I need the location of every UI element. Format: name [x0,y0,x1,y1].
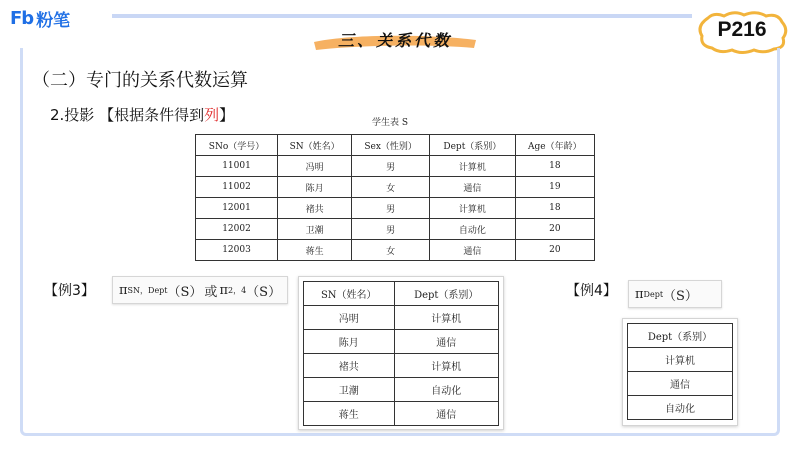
table-cell: 计算机 [394,306,499,330]
table-cell: 12003 [196,240,278,261]
table-cell: 20 [515,219,594,240]
result-header-row [304,282,499,306]
table-row [196,198,595,219]
projection-attributes: Dept [643,289,664,299]
table-cell: 男 [352,156,430,177]
header-cell: Dept（系别） [394,282,499,306]
table-cell: 自动化 [430,219,516,240]
table-cell: 计算机 [430,198,516,219]
table-cell: 冯明 [304,306,395,330]
table-cell: 20 [515,240,594,261]
header-cell: SNo（学号） [196,135,278,156]
example3-label: 【例3】 [44,283,95,299]
table-cell: 自动化 [394,378,499,402]
header-cell: Dept（系别） [628,324,733,348]
table-cell: 褚共 [304,354,395,378]
table-cell: 11002 [196,177,278,198]
pi-symbol: π [635,286,644,302]
example3-result-card [298,276,504,430]
table-cell: 卫潮 [304,378,395,402]
pi-symbol: π [219,282,228,298]
table-cell: 计算机 [430,156,516,177]
table-cell: 18 [515,198,594,219]
table-cell: 蒋生 [278,240,352,261]
table-row [304,306,499,330]
fenbi-logo [10,6,70,31]
logo-text: 粉笔 [36,11,71,31]
relation-argument: （S） [663,288,698,304]
slide-title-text: 三、关系代数 [337,31,452,50]
example4-result-card [622,318,738,426]
table-cell: 冯明 [278,156,352,177]
table-row [628,372,733,396]
example4-result-table [627,323,733,420]
table-row [196,177,595,198]
table-cell: 通信 [430,240,516,261]
table-cell: 通信 [394,402,499,426]
student-table-caption: 学生表 S [372,118,409,128]
pi-symbol: π [119,282,128,298]
table-row [196,156,595,177]
table-cell: 蒋生 [304,402,395,426]
example4-formula [628,280,722,308]
projection-columns: 2，4 [227,285,247,295]
header-cell: Dept（系别） [430,135,516,156]
relation-argument: （S） [246,284,282,300]
table-cell: 褚共 [278,198,352,219]
table-cell: 计算机 [394,354,499,378]
table-row [304,378,499,402]
table-cell: 通信 [430,177,516,198]
table-row [628,348,733,372]
table-cell: 男 [352,198,430,219]
section-title: （二）专门的关系代数运算 [32,70,248,91]
table-row [304,402,499,426]
table-row [304,354,499,378]
logo-mark: Fb [10,8,34,29]
table-cell: 女 [352,177,430,198]
relation-argument: （S） [167,284,203,300]
table-row [196,219,595,240]
example3-formula [112,276,288,304]
student-table [195,134,595,261]
page-number: P216 [717,18,767,41]
table-cell: 男 [352,219,430,240]
table-cell: 女 [352,240,430,261]
header-cell: Age（年龄） [515,135,594,156]
header-cell: SN（姓名） [304,282,395,306]
table-cell: 计算机 [628,348,733,372]
table-cell: 卫潮 [278,219,352,240]
table-cell: 18 [515,156,594,177]
or-word: 或 [204,284,218,300]
example4-label: 【例4】 [566,283,617,299]
table-cell: 12002 [196,219,278,240]
table-cell: 12001 [196,198,278,219]
table-cell: 通信 [628,372,733,396]
table-cell: 11001 [196,156,278,177]
header-cell: Sex（性别） [352,135,430,156]
student-table-header-row [196,135,595,156]
example3-result-table [303,281,499,426]
projection-subtitle [50,104,234,125]
projection-attributes: SN，Dept [127,285,168,295]
table-cell: 自动化 [628,396,733,420]
table-cell: 19 [515,177,594,198]
header-divider [112,14,692,18]
table-cell: 通信 [394,330,499,354]
subtitle-prefix: 2.投影 【根据条件得到 [50,106,205,124]
table-row [304,330,499,354]
result-header-row [628,324,733,348]
table-cell: 陈月 [278,177,352,198]
table-row [196,240,595,261]
subtitle-suffix: 】 [219,106,235,124]
table-cell: 陈月 [304,330,395,354]
subtitle-highlight: 列 [204,106,220,124]
table-row [628,396,733,420]
header-cell: SN（姓名） [278,135,352,156]
